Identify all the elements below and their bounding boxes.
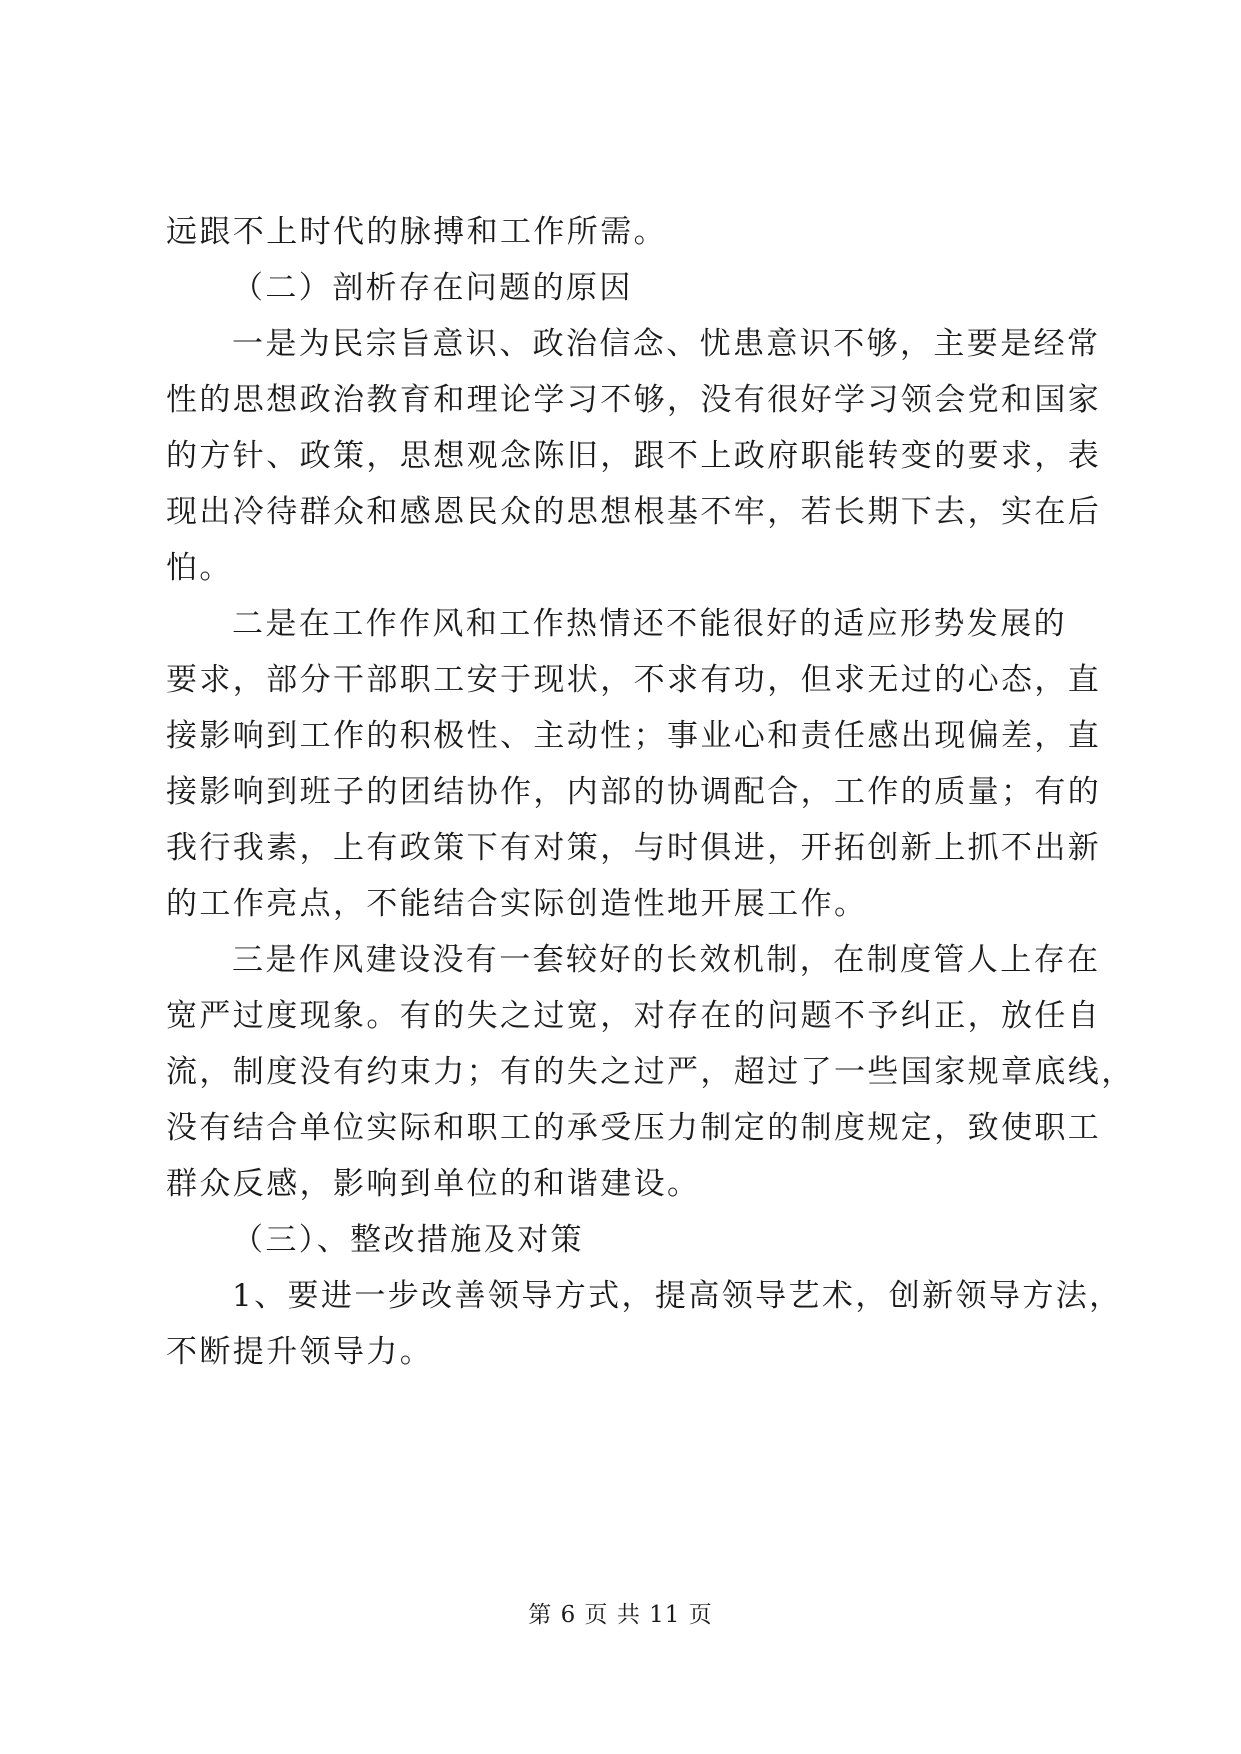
text-line: 没有结合单位实际和职工的承受压力制定的制度规定，致使职工	[166, 1110, 1102, 1146]
text-line: 怕。	[166, 550, 233, 586]
page-number-footer: 第 6 页 共 11 页	[528, 1602, 713, 1628]
text-line: 的方针、政策，思想观念陈旧，跟不上政府职能转变的要求，表	[166, 438, 1102, 474]
text-line: 性的思想政治教育和理论学习不够，没有很好学习领会党和国家	[166, 382, 1102, 418]
text-line: 要求，部分干部职工安于现状，不求有功，但求无过的心态，直	[166, 662, 1102, 698]
text-line: 远跟不上时代的脉搏和工作所需。	[166, 214, 667, 250]
text-line: 的工作亮点，不能结合实际创造性地开展工作。	[166, 886, 868, 922]
text-line: 群众反感，影响到单位的和谐建设。	[166, 1166, 701, 1202]
text-line: 宽严过度现象。有的失之过宽，对存在的问题不予纠正，放任自	[166, 998, 1102, 1034]
text-line: 接影响到班子的团结协作，内部的协调配合，工作的质量；有的	[166, 774, 1102, 810]
text-line: 一是为民宗旨意识、政治信念、忧患意识不够，主要是经常	[232, 326, 1101, 362]
text-line: 1、要进一步改善领导方式，提高领导艺术，创新领导方法，	[232, 1278, 1123, 1314]
text-line: 三是作风建设没有一套较好的长效机制，在制度管人上存在	[232, 942, 1101, 978]
text-line: 接影响到工作的积极性、主动性；事业心和责任感出现偏差，直	[166, 718, 1102, 754]
text-line: 不断提升领导力。	[166, 1334, 434, 1370]
section-heading: （三）、整改措施及对策	[232, 1222, 584, 1258]
text-line: 二是在工作作风和工作热情还不能很好的适应形势发展的	[232, 606, 1067, 642]
text-line: 流，制度没有约束力；有的失之过严，超过了一些国家规章底线，	[166, 1054, 1135, 1090]
text-line: 现出冷待群众和感恩民众的思想根基不牢，若长期下去，实在后	[166, 494, 1102, 530]
section-heading: （二）剖析存在问题的原因	[232, 270, 633, 306]
text-line: 我行我素，上有政策下有对策，与时俱进，开拓创新上抓不出新	[166, 830, 1102, 866]
